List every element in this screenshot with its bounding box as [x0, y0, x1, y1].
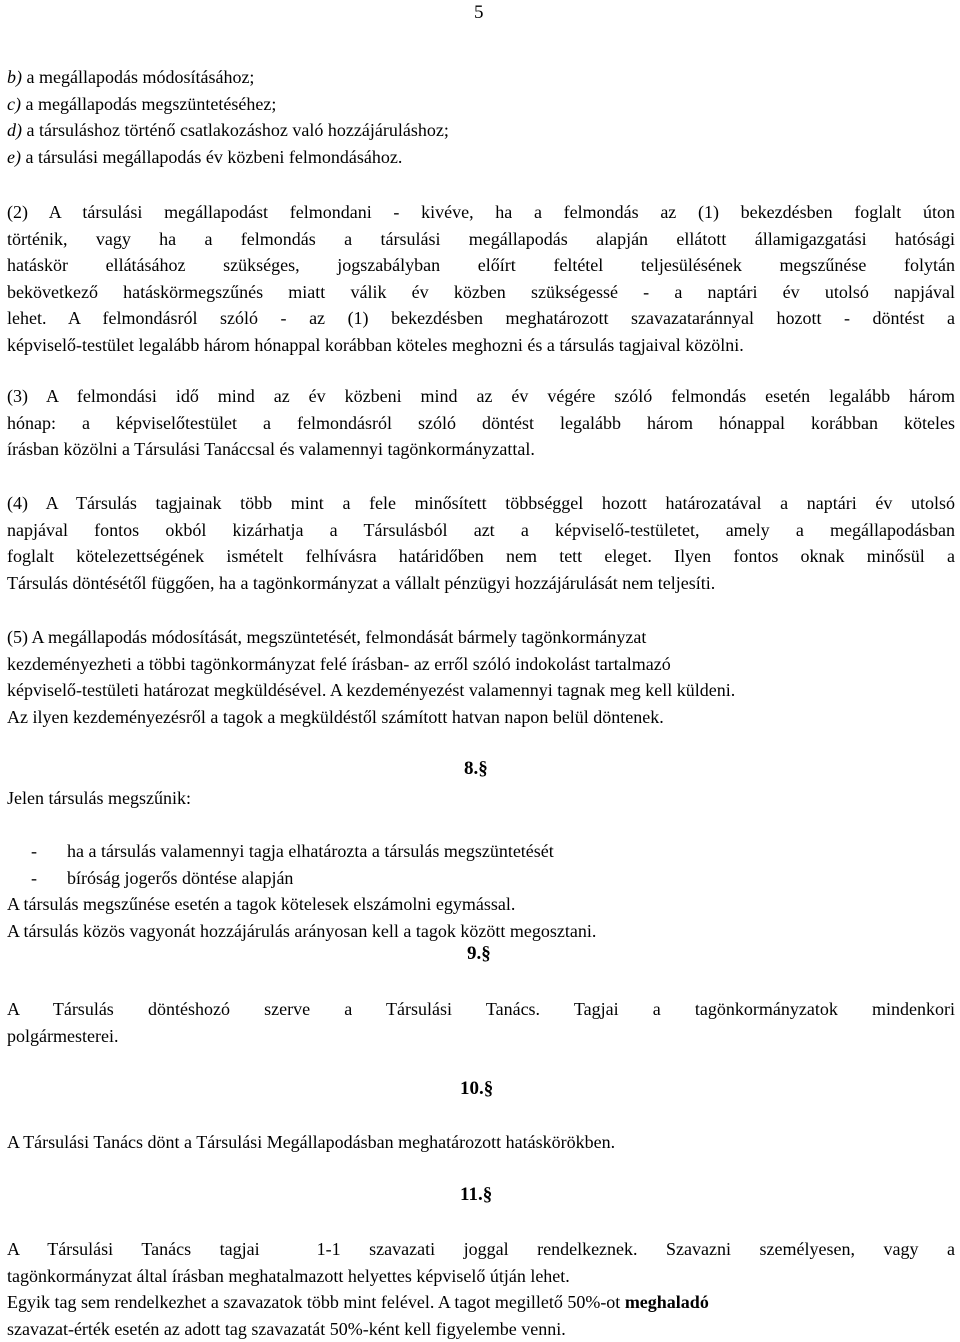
paragraph-line	[7, 1289, 955, 1316]
paragraph-line-start: Egyik tag sem rendelkezhet a szavazatok több mint felével. A tagot megillető 50%-ot	[7, 1292, 625, 1313]
section-8-heading: 8.§	[464, 758, 488, 779]
section-10-body	[7, 1129, 955, 1156]
bullet-item	[7, 838, 955, 865]
bold-word: meghaladó	[624, 1292, 709, 1313]
section-11-heading: 11.§	[460, 1184, 493, 1205]
page-number: 5	[474, 2, 484, 23]
section-11-body	[7, 1236, 955, 1342]
paragraph-line: (3) A felmondási idő mind az év közbeni mind az év végére szóló felmondás esetén legalább három	[7, 386, 955, 406]
list-marker: c)	[7, 93, 21, 114]
section-10-heading: 10.§	[460, 1078, 494, 1099]
paragraph-line: képviselő-testület legalább három hónappal korábban köteles meghozni és a társulás tagjaival közölni.	[7, 334, 744, 355]
paragraph-line: kezdeményezheti a többi tagönkormányzat felé írásban- az erről szóló indokolást tartalmazó	[7, 653, 671, 674]
paragraph-line: (4) A Társulás tagjainak több mint a fele minősített többséggel hozott határozatával a naptári év utolsó	[7, 493, 955, 513]
paragraph-line: szavazat-érték esetén az adott tag szavazatát 50%-ként kell figyelembe venni.	[7, 1318, 566, 1339]
paragraph-2	[7, 199, 955, 359]
bullet-item	[7, 865, 955, 892]
section-9-heading: 9.§	[467, 943, 491, 964]
paragraph-line: polgármesterei.	[7, 1025, 119, 1046]
list-item	[7, 91, 955, 118]
paragraph-line: napjával fontos okból kizárhatja a Társulásból azt a képviselő-testületet, amely a megállapodásban	[7, 519, 955, 540]
bullet-text: ha a társulás valamennyi tagja elhatározta a társulás megszüntetését	[67, 841, 554, 861]
paragraph-line: lehet. A felmondásról szóló - az (1) bekezdésben meghatározott szavazataránnyal hozott - döntést a	[7, 308, 955, 329]
section-8-intro-text: Jelen társulás megszűnik:	[7, 788, 191, 808]
section-8-intro	[7, 785, 955, 812]
list-marker: d)	[7, 120, 22, 141]
paragraph-line: írásban közölni a Társulási Tanáccsal és valamennyi tagönkormányzattal.	[7, 439, 535, 460]
paragraph-line: Társulás döntésétől függően, ha a tagönkormányzat a vállalt pénzügyi hozzájárulását nem teljesíti.	[7, 572, 716, 593]
paragraph-line: tagönkormányzat által írásban meghatalmazott helyettes képviselő útján lehet.	[7, 1265, 570, 1286]
list-item-text: a megállapodás megszüntetéséhez;	[20, 93, 277, 114]
paragraph-line: történik, vagy ha a felmondás a társulási megállapodás alapján ellátott államigazgatási hatósági	[7, 228, 955, 249]
paragraph-4	[7, 490, 955, 596]
list-item	[7, 64, 955, 91]
paragraph-line: hatáskör ellátásához szükséges, jogszabályban előírt feltétel teljesülésének megszűnése folytán	[7, 255, 955, 276]
list-item-text: a megállapodás módosításához;	[22, 67, 255, 87]
list-item-text: a társuláshoz történő csatlakozáshoz való hozzájáruláshoz;	[22, 120, 449, 141]
paragraph-line: A Társulás döntéshozó szerve a Társulási Tanács. Tagjai a tagönkormányzatok mindenkori	[7, 999, 955, 1019]
list-block	[7, 64, 955, 170]
paragraph-line: A Társulási Tanács dönt a Társulási Megállapodásban meghatározott hatáskörökben.	[7, 1132, 616, 1152]
paragraph-line: A társulás megszűnése esetén a tagok kötelesek elszámolni egymással.	[7, 894, 516, 915]
paragraph-line: Az ilyen kezdeményezésről a tagok a megküldéstől számított hatvan napon belül döntenek.	[7, 706, 664, 727]
list-item-text: a társulási megállapodás év közbeni felmondásához.	[20, 146, 403, 167]
paragraph-line: bekövetkező hatáskörmegszűnés miatt válik év közben szükségessé - a naptári év utolsó napjával	[7, 281, 955, 302]
list-item	[7, 117, 955, 144]
paragraph-line: A Társulási Tanács tagjai 1-1 szavazati joggal rendelkeznek. Szavazni személyesen, vagy a	[7, 1239, 955, 1259]
paragraph-line: A társulás közös vagyonát hozzájárulás arányosan kell a tagok között megosztani.	[7, 920, 597, 941]
paragraph-3	[7, 383, 955, 463]
paragraph-line: (5) A megállapodás módosítását, megszüntetését, felmondását bármely tagönkormányzat	[7, 627, 647, 647]
paragraph-line: képviselő-testületi határozat megküldésével. A kezdeményezést valamennyi tagnak meg kell küldeni.	[7, 680, 736, 701]
section-8-bullets	[7, 838, 955, 944]
paragraph-line: hónap: a képviselőtestület a felmondásról szóló döntést legalább három hónappal korábban köteles	[7, 412, 955, 433]
paragraph-line: foglalt kötelezettségének ismételt felhívásra határidőben nem tett eleget. Ilyen fontos oknak minősül a	[7, 546, 955, 567]
list-marker: b)	[7, 67, 22, 87]
bullet-text: bíróság jogerős döntése alapján	[67, 867, 294, 888]
paragraph-5	[7, 624, 955, 730]
section-9-body	[7, 996, 955, 1049]
dash-marker: -	[31, 867, 37, 888]
paragraph-line: (2) A társulási megállapodást felmondani - kivéve, ha a felmondás az (1) bekezdésben foglalt úton	[7, 202, 955, 222]
list-marker: e)	[7, 146, 21, 167]
list-item	[7, 144, 955, 171]
dash-marker: -	[31, 841, 37, 861]
